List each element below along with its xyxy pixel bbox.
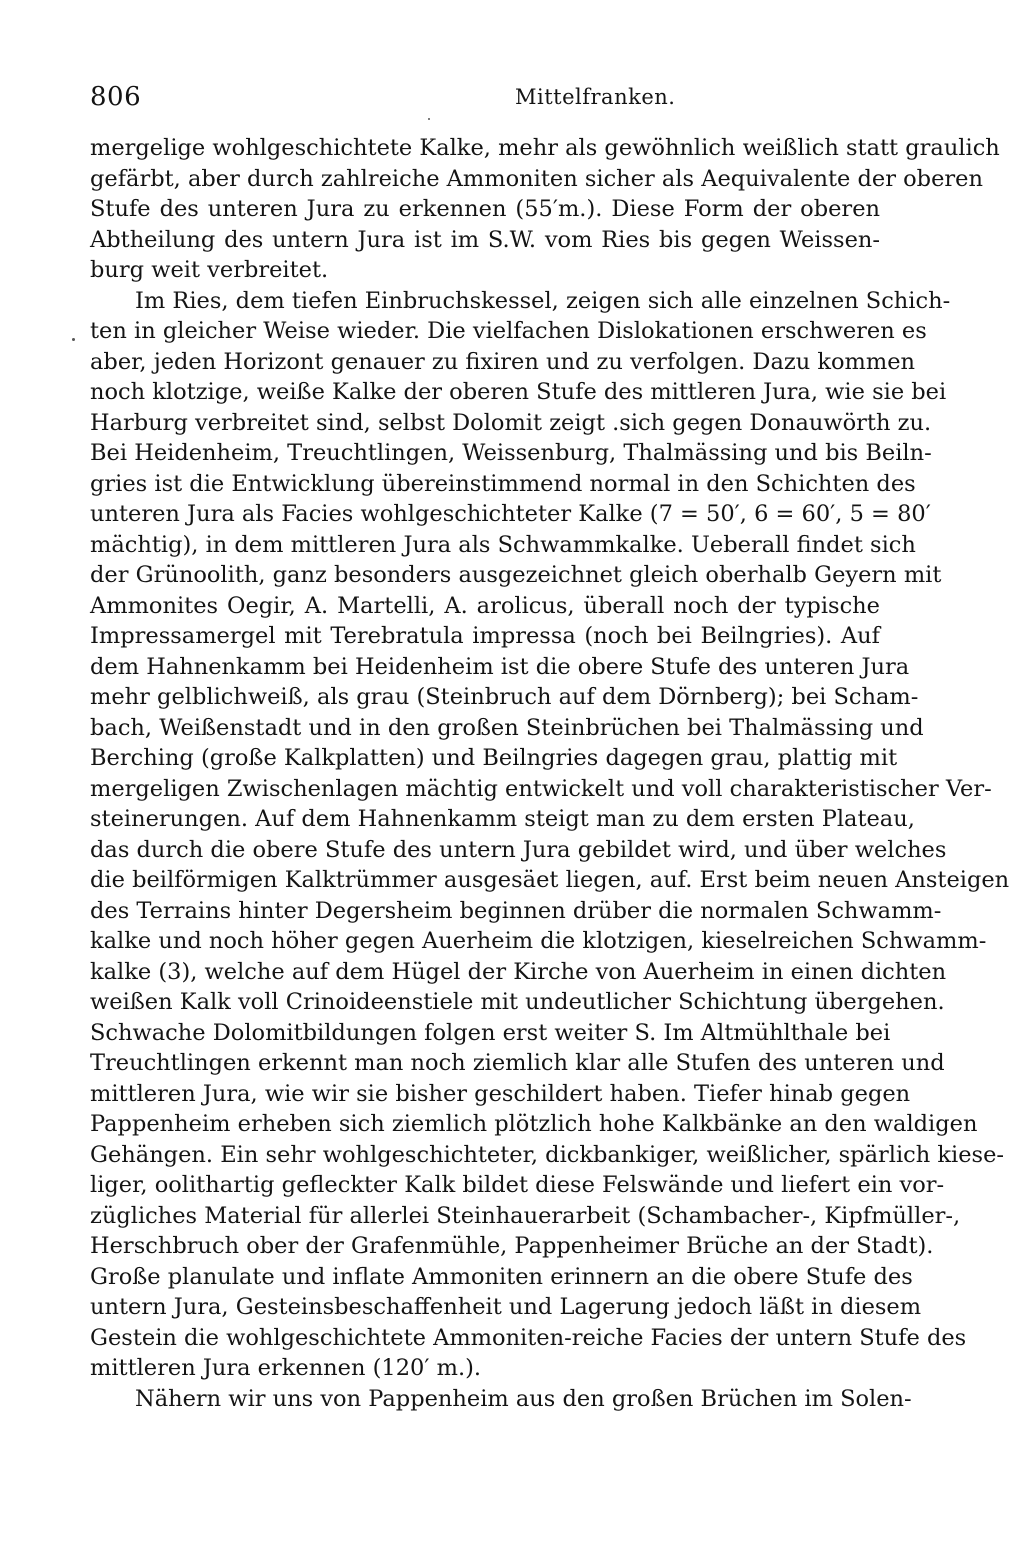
text-line: noch klotzige, weiße Kalke der oberen Stufe des mittleren Jura, wie sie bei (90, 379, 947, 405)
text-line: mergelige wohlgeschichtete Kalke, mehr als gewöhnlich weißlich statt graulich (90, 135, 1000, 161)
text-line: Schwache Dolomitbildungen folgen erst weiter S. Im Altmühlthale bei (90, 1019, 891, 1046)
text-line: Nähern wir uns von Pappenheim aus den großen Brüchen im Solen- (135, 1385, 912, 1412)
text-line: mächtig), in dem mittleren Jura als Schwammkalke. Ueberall findet sich (90, 531, 916, 558)
text-line: aber, jeden Horizont genauer zu fixiren und zu verfolgen. Dazu kommen (90, 348, 916, 375)
text-line: Gestein die wohlgeschichtete Ammoniten-reiche Facies der untern Stufe des (90, 1324, 967, 1351)
page-number: 806 (90, 82, 142, 112)
text-line: Bei Heidenheim, Treuchtlingen, Weissenburg, Thalmässing und bis Beiln- (90, 440, 932, 466)
text-line: Treuchtlingen erkennt man noch ziemlich klar alle Stufen des unteren und (90, 1050, 945, 1076)
text-line: gefärbt, aber durch zahlreiche Ammoniten sicher als Aequivalente der oberen (90, 165, 983, 192)
text-line: bach, Weißenstadt und in den großen Steinbrüchen bei Thalmässing und (90, 714, 924, 741)
text-line: mittleren Jura erkennen (120′ m.). (90, 1355, 482, 1381)
text-line: ten in gleicher Weise wieder. Die vielfachen Dislokationen erschweren es (90, 318, 927, 344)
text-line: die beilförmigen Kalktrümmer ausgesäet liegen, auf. Erst beim neuen Ansteigen (90, 867, 1009, 893)
text-line: des Terrains hinter Degersheim beginnen drüber die normalen Schwamm- (90, 897, 942, 924)
text-line: mittleren Jura, wie wir sie bisher geschildert haben. Tiefer hinab gegen (90, 1080, 911, 1107)
text-line: Ammonites Oegir, A. Martelli, A. arolicus, überall noch der typische (90, 592, 880, 619)
text-line: Gehängen. Ein sehr wohlgeschichteter, dickbankiger, weißlicher, spärlich kiese- (90, 1141, 1004, 1168)
text-line: steinerungen. Auf dem Hahnenkamm steigt man zu dem ersten Plateau, (90, 806, 915, 832)
text-line: mehr gelblichweiß, als grau (Steinbruch auf dem Dörnberg); bei Scham- (90, 684, 919, 710)
text-line: untern Jura, Gesteinsbeschaffenheit und Lagerung jedoch läßt in diesem (90, 1294, 922, 1320)
text-line: Große planulate und inflate Ammoniten erinnern an die obere Stufe des (90, 1263, 913, 1290)
print-speck (72, 338, 75, 341)
body-text (90, 133, 1009, 1414)
text-line: unteren Jura als Facies wohlgeschichteter Kalke (7 = 50′, 6 = 60′, 5 = 80′ (90, 501, 931, 527)
text-line: kalke (3), welche auf dem Hügel der Kirche von Auerheim in einen dichten (90, 958, 947, 985)
text-line: mergeligen Zwischenlagen mächtig entwickelt und voll charakteristischer Ver- (90, 775, 992, 802)
text-line: Pappenheim erheben sich ziemlich plötzlich hohe Kalkbänke an den waldigen (90, 1111, 978, 1137)
text-line: zügliches Material für allerlei Steinhauerarbeit (Schambacher-, Kipfmüller-, (90, 1202, 961, 1229)
text-line: burg weit verbreitet. (90, 257, 329, 283)
text-line: gries ist die Entwicklung übereinstimmend normal in den Schichten des (90, 470, 916, 497)
text-line: der Grünoolith, ganz besonders ausgezeichnet gleich oberhalb Geyern mit (90, 562, 942, 588)
text-line: Impressamergel mit Terebratula impressa (noch bei Beilngries). Auf (90, 623, 880, 649)
text-line: Herschbruch ober der Grafenmühle, Pappenheimer Brüche an der Stadt). (90, 1233, 934, 1259)
running-head: Mittelfranken. (515, 85, 676, 109)
text-line: liger, oolithartig gefleckter Kalk bildet diese Felswände und liefert ein vor- (90, 1172, 945, 1198)
text-line: Berching (große Kalkplatten) und Beilngries dagegen grau, plattig mit (90, 745, 898, 771)
text-line: Im Ries, dem tiefen Einbruchskessel, zeigen sich alle einzelnen Schich- (135, 287, 951, 314)
page-header (90, 82, 880, 122)
text-line: dem Hahnenkamm bei Heidenheim ist die obere Stufe des unteren Jura (90, 653, 910, 680)
text-line: das durch die obere Stufe des untern Jura gebildet wird, und über welches (90, 836, 947, 863)
text-line: weißen Kalk voll Crinoideenstiele mit undeutlicher Schichtung übergehen. (90, 989, 945, 1015)
print-speck (428, 118, 430, 120)
text-line: Stufe des unteren Jura zu erkennen (55′m.). Diese Form der oberen (90, 196, 880, 222)
text-line: Abtheilung des untern Jura ist im S.W. vom Ries bis gegen Weissen- (90, 226, 880, 253)
text-line: kalke und noch höher gegen Auerheim die klotzigen, kieselreichen Schwamm- (90, 928, 987, 954)
text-line: Harburg verbreitet sind, selbst Dolomit zeigt .sich gegen Donauwörth zu. (90, 409, 932, 436)
